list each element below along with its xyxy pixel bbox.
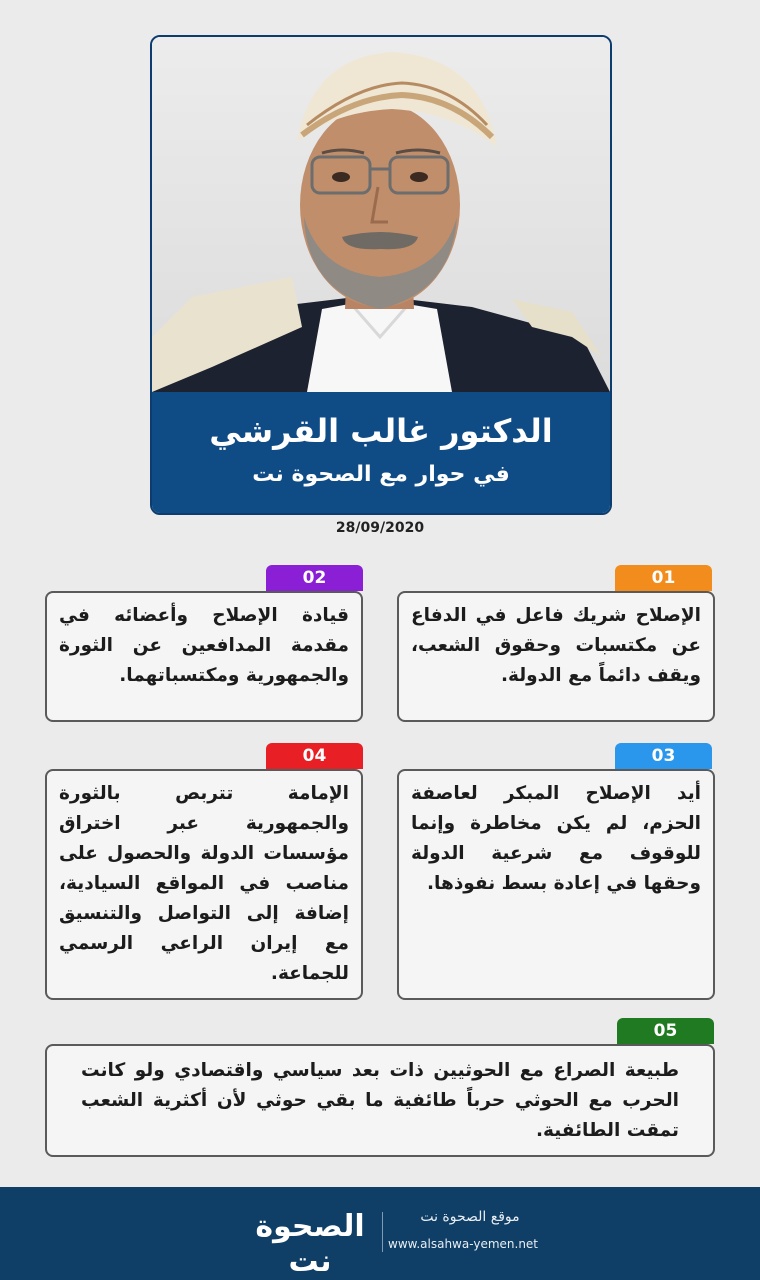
site-logo: الصحوة نت xyxy=(255,1209,365,1279)
card-number-badge: 02 xyxy=(266,565,363,591)
page-subtitle: في حوار مع الصحوة نت xyxy=(252,462,510,487)
footer xyxy=(0,1187,760,1280)
card-number-badge: 03 xyxy=(615,743,712,769)
title-band xyxy=(152,392,610,513)
site-url-link[interactable]: www.alsahwa-yemen.net xyxy=(388,1237,539,1251)
page-title: الدكتور غالب القرشي xyxy=(209,412,553,450)
portrait-photo xyxy=(152,37,610,392)
quote-card xyxy=(45,591,363,722)
quote-card xyxy=(397,591,715,722)
quote-text: طبيعة الصراع مع الحوثيين ذات بعد سياسي واقتصادي ولو كانت الحرب مع الحوثي حرباً طائفية ما بقي حوثي لأن أكثرية الشعب تمقت الطائفية. xyxy=(81,1060,679,1141)
site-name: موقع الصحوة نت xyxy=(420,1209,520,1225)
quote-card xyxy=(397,769,715,1000)
publish-date: 28/09/2020 xyxy=(335,520,425,536)
quote-text: الإصلاح شريك فاعل في الدفاع عن مكتسبات وحقوق الشعب، ويقف دائماً مع الدولة. xyxy=(411,605,701,686)
quote-text: الإمامة تتربص بالثورة والجمهورية عبر اختراق مؤسسات الدولة والحصول على مناصب في المواقع السيادية، إضافة إلى التواصل والتنسيق مع إيران الراعي الرسمي للجماعة. xyxy=(59,783,349,984)
quote-text: أيد الإصلاح المبكر لعاصفة الحزم، لم يكن مخاطرة وإنما للوقوف مع شرعية الدولة وحقها في إعادة بسط نفوذها. xyxy=(411,783,701,894)
header-frame xyxy=(150,35,612,515)
card-number-badge: 04 xyxy=(266,743,363,769)
quote-text: قيادة الإصلاح وأعضائه في مقدمة المدافعين عن الثورة والجمهورية ومكتسباتهما. xyxy=(59,605,349,686)
quote-card xyxy=(45,769,363,1000)
footer-divider xyxy=(382,1212,383,1252)
card-number-badge: 01 xyxy=(615,565,712,591)
quote-card xyxy=(45,1044,715,1157)
portrait-illustration xyxy=(152,37,610,392)
card-number-badge: 05 xyxy=(617,1018,714,1044)
